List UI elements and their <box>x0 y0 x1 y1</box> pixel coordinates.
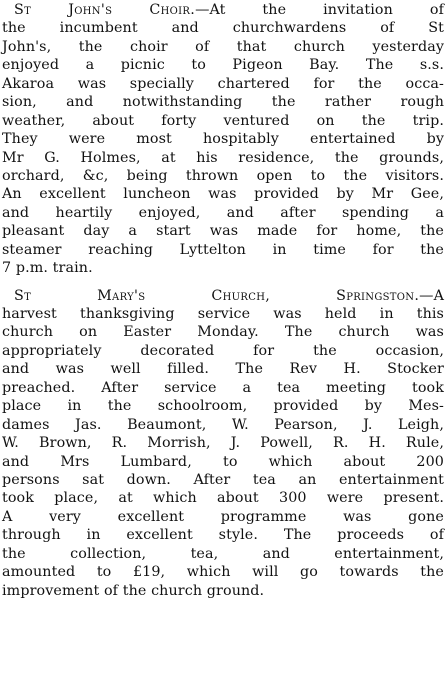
article-line: through in excellent style. The proceeds of <box>2 527 444 544</box>
article-line: Mr G. Holmes, at his residence, the grounds, <box>2 149 444 166</box>
article-st-marys-church <box>2 287 444 600</box>
article-line: persons sat down. After tea an entertainment <box>2 471 444 488</box>
article-line: preached. After service a tea meeting took <box>2 379 444 396</box>
article-heading: St John's Choir. <box>14 2 196 18</box>
article-line: dames Jas. Beaumont, W. Pearson, J. Leigh, <box>2 416 444 433</box>
article-line: and Mrs Lumbard, to which about 200 <box>2 453 444 470</box>
article-line: Akaroa was specially chartered for the occa- <box>2 75 444 92</box>
article-line: improvement of the church ground. <box>2 582 265 599</box>
article-line: They were most hospitably entertained by <box>2 131 444 148</box>
article-line: W. Brown, R. Morrish, J. Powell, R. H. Rule, <box>2 435 444 452</box>
article-line: the incumbent and churchwardens of St <box>2 20 444 37</box>
article-line: weather, about forty ventured on the trip. <box>2 112 444 129</box>
article-line: enjoyed a picnic to Pigeon Bay. The s.s. <box>2 57 444 74</box>
article-first-line: St John's Choir.—At the invitation of <box>14 2 444 18</box>
article-line: 7 p.m. train. <box>2 260 93 277</box>
article-line: and was well filled. The Rev H. Stocker <box>2 361 444 378</box>
article-line: pleasant day a start was made for home, the <box>2 223 444 240</box>
newspaper-column <box>2 1 444 600</box>
article-line: steamer reaching Lyttelton in time for the <box>2 241 444 258</box>
article-st-johns-choir <box>2 1 444 278</box>
article-line: church on Easter Monday. The church was <box>2 324 444 341</box>
article-first-line: St Mary's Church, Springston.—A <box>14 287 444 304</box>
article-line: A very excellent programme was gone <box>2 508 444 525</box>
article-line: An excellent luncheon was provided by Mr Gee, <box>2 186 444 203</box>
article-line: amounted to £19, which will go towards the <box>2 564 444 581</box>
article-line: place in the schoolroom, provided by Mes- <box>2 398 444 415</box>
article-line: the collection, tea, and entertainment, <box>2 545 444 562</box>
article-line: John's, the choir of that church yesterday <box>2 38 444 55</box>
article-line: orchard, &c, being thrown open to the visitors. <box>2 167 444 184</box>
article-line: sion, and notwithstanding the rather rough <box>2 94 444 111</box>
article-line: and heartily enjoyed, and after spending a <box>2 204 444 221</box>
article-heading: St Mary's Church, Springston. <box>14 287 420 304</box>
article-line: appropriately decorated for the occasion, <box>2 342 444 359</box>
article-line: took place, at which about 300 were present. <box>2 490 444 507</box>
article-line: harvest thanksgiving service was held in this <box>2 306 444 322</box>
